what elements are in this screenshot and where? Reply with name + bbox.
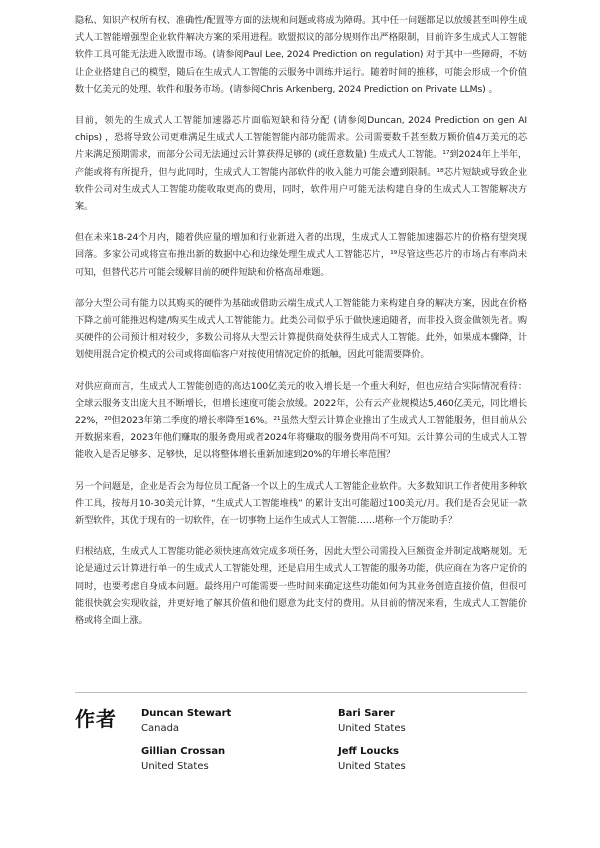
paragraph-large-companies: 部分大型公司有能力以其购买的硬件为基础或借助云端生成式人工智能能力来构建自身的解决方案，因此在价格下降之前可能推迟构建/购买生成式人工智能能力。此类公司似乎乐于做快速追随者，而非投入资金做领先者。购买硬件的公司预计相对较少，多数公司将从大型云计算提供商处获得生成式人工智能。此外，如果成本骤降，计划使用混合定价模式的公司或将面临客户对按使用情况定价的抵触，因此可能需要降价。 (75, 297, 527, 361)
author-name: Bari Sarer (338, 708, 395, 719)
section-divider (75, 692, 527, 693)
author-country: United States (141, 761, 209, 772)
paragraph-price-decline: 但在未来18-24个月内，随着供应量的增加和行业新进入者的出现，生成式人工智能加速器芯片的价格有望突现回落。多家公司或将宣布推出新的数据中心和边缘处理生成式人工智能芯片，¹⁹尽管这些芯片的市场占有率尚未可知，但替代芯片可能会缓解目前的硬件短缺和价格高昂难题。 (75, 232, 527, 278)
paragraph-vendor-revenue: 对供应商而言，生成式人工智能创造的高达100亿美元的收入增长是一个重大利好，但也应结合实际情况看待：全球云服务支出庞大且不断增长，但增长速度可能会放缓。2022年，公有云产业规模达5,460亿美元，同比增长22%，²⁰但2023年第二季度的增长率降至16%。²¹虽然大型云计算企业推出了生成式人工智能服务，但目前从公开数据来看，2023年他们赚取的服务费用或者2024年将赚取的服务费用尚不可知。云计算公司的生成式人工智能收入是否足够多、足够快，足以将整体增长重新加速到20%的年增长率范围？ (75, 380, 527, 461)
author-name: Gillian Crossan (141, 746, 226, 757)
authors-heading: 作者 (75, 707, 117, 731)
author-country: United States (338, 761, 406, 772)
author-name: Duncan Stewart (141, 708, 232, 719)
author-card (141, 706, 231, 736)
paragraph-chip-shortage: 目前，领先的生成式人工智能加速器芯片面临短缺和待分配 (请参阅Duncan, 2024 Prediction on gen AI chips) ，恐将导致公司更难满足生成式人工智能智能内部功能需求。公司需要数千甚至数万颗价值4万美元的芯片来满足预期需求，而部分公司无法通过云计算获得足够的 (或任意数量) 生成式人工智能。¹⁷到2024年上半年，产能或将有所提升，但与此同时，生成式人工智能内部软件的收入能力可能会遭到限制。¹⁸芯片短缺或导致企业软件公司对生成式人工智能功能收取更高的费用，同时，软件用户可能无法构建自身的生成式人工智能解决方案。 (75, 115, 527, 213)
article-body (75, 12, 527, 643)
paragraph-regulation: 隐私、知识产权所有权、准确性/配置等方面的法规和问题或将成为障碍。其中任一问题都足以放缓甚至叫停生成式人工智能增强型企业软件解决方案的采用进程。欧盟拟议的部分规则作出严格限制，目前许多生成式人工智能软件工具可能无法进入欧盟市场。(请参阅Paul Lee, 2024 Prediction on regulation) 对于其中一些障碍，不妨让企业搭建自己的模型，随后在生成式人工智能的云服务中训练并运行。随着时间的推移，可能会形成一个价值数十亿美元的处理、软件和服务市场。(请参阅Chris Arkenberg, 2024 Prediction on Private LLMs) 。 (75, 15, 527, 95)
author-country: Canada (141, 723, 180, 734)
author-country: United States (338, 723, 406, 734)
paragraph-conclusion: 归根结底，生成式人工智能功能必须快速高效完成多项任务，因此大型公司需投入巨额资金并制定战略规划。无论是通过云计算进行单一的生成式人工智能处理，还是启用生成式人工智能的服务功能，供应商在为客户定价的同时，也要考虑自身成本问题。最终用户可能需要一些时间来确定这些功能如何为其业务创造直接价值，但很可能很快就会实现收益，并更好地了解其价值和他们愿意为此支付的费用。从目前的情况来看，生成式人工智能价格或将全面上涨。 (75, 546, 527, 627)
author-name: Jeff Loucks (338, 746, 399, 757)
author-card (338, 706, 406, 736)
paragraph-multiple-tools: 另一个问题是，企业是否会为每位员工配备一个以上的生成式人工智能企业软件。大多数知识工作者使用多种软件工具，按每月10-30美元计算，“生成式人工智能堆栈” 的累计支出可能超过100美元/月。我们是否会见证一款新型软件，其优于现有的一切软件，在一切事物上运作生成式人工智能……堪称一个万能助手？ (75, 480, 527, 527)
author-card (141, 744, 225, 774)
author-card (338, 744, 406, 774)
